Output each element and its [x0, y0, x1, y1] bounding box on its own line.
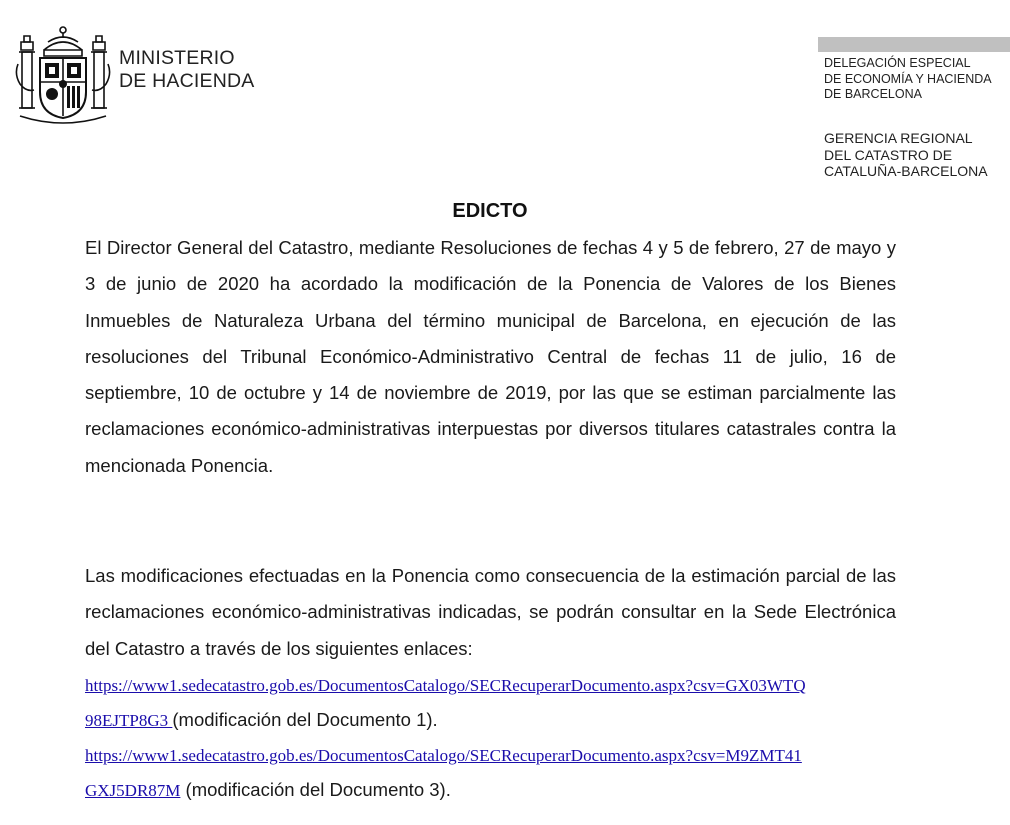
document-3-link[interactable]: https://www1.sedecatastro.gob.es/DocumentosCatalogo/SECRecuperarDocumento.aspx?csv=M9ZMT41 [85, 746, 802, 765]
link-item-2-line-1 [85, 738, 915, 773]
link-item-2-line-2 [85, 773, 915, 808]
ministry-name [119, 47, 254, 93]
gerencia-line: CATALUÑA-BARCELONA [824, 163, 988, 179]
ministry-line-2: DE HACIENDA [119, 70, 255, 92]
document-1-description: (modificación del Documento 1). [172, 709, 438, 730]
document-1-link[interactable]: https://www1.sedecatastro.gob.es/DocumentosCatalogo/SECRecuperarDocumento.aspx?csv=GX03WTQ [85, 676, 806, 695]
gerencia-line: GERENCIA REGIONAL [824, 130, 973, 146]
paragraph-2: Las modificaciones efectuadas en la Ponencia como consecuencia de la estimación parcial de las reclamaciones económico-administrativas indicadas, se podrán consultar en la Sede Electrónica del Catastro a través de los siguientes enlaces: [85, 565, 896, 659]
delegation-line: DELEGACIÓN ESPECIAL [824, 56, 971, 70]
paragraph-1: El Director General del Catastro, mediante Resoluciones de fechas 4 y 5 de febrero, 27 de mayo y 3 de junio de 2020 ha acordado la modificación de la Ponencia de Valores de los Bienes Inmuebles de Naturaleza Urbana del término municipal de Barcelona, en ejecución de las resoluciones del Tribunal Económico-Administrativo Central de fechas 11 de julio, 16 de septiembre, 10 de octubre y 14 de noviembre de 2019, por las que se estiman parcialmente las reclamaciones económico-administrativas interpuestas por diversos titulares catastrales contra la mencionada Ponencia. [85, 237, 896, 476]
ministry-line-1: MINISTERIO [119, 47, 235, 69]
links-list [85, 668, 915, 808]
link-item-1-line-1 [85, 668, 915, 703]
header-gray-bar [818, 37, 1010, 52]
document-3-description: (modificación del Documento 3). [180, 779, 451, 800]
coat-of-arms-emblem [14, 24, 112, 126]
delegation-line: DE ECONOMÍA Y HACIENDA [824, 71, 992, 86]
document-3-link-continued[interactable]: GXJ5DR87M [85, 781, 181, 800]
link-item-1-line-2 [85, 703, 915, 738]
gerencia-line: DEL CATASTRO DE [824, 146, 953, 163]
delegation-block [824, 56, 992, 103]
delegation-line: DE BARCELONA [824, 87, 922, 101]
document-title: EDICTO [452, 200, 528, 222]
gerencia-block [824, 130, 988, 180]
document-1-link-continued[interactable]: 98EJTP8G3 [85, 711, 173, 730]
